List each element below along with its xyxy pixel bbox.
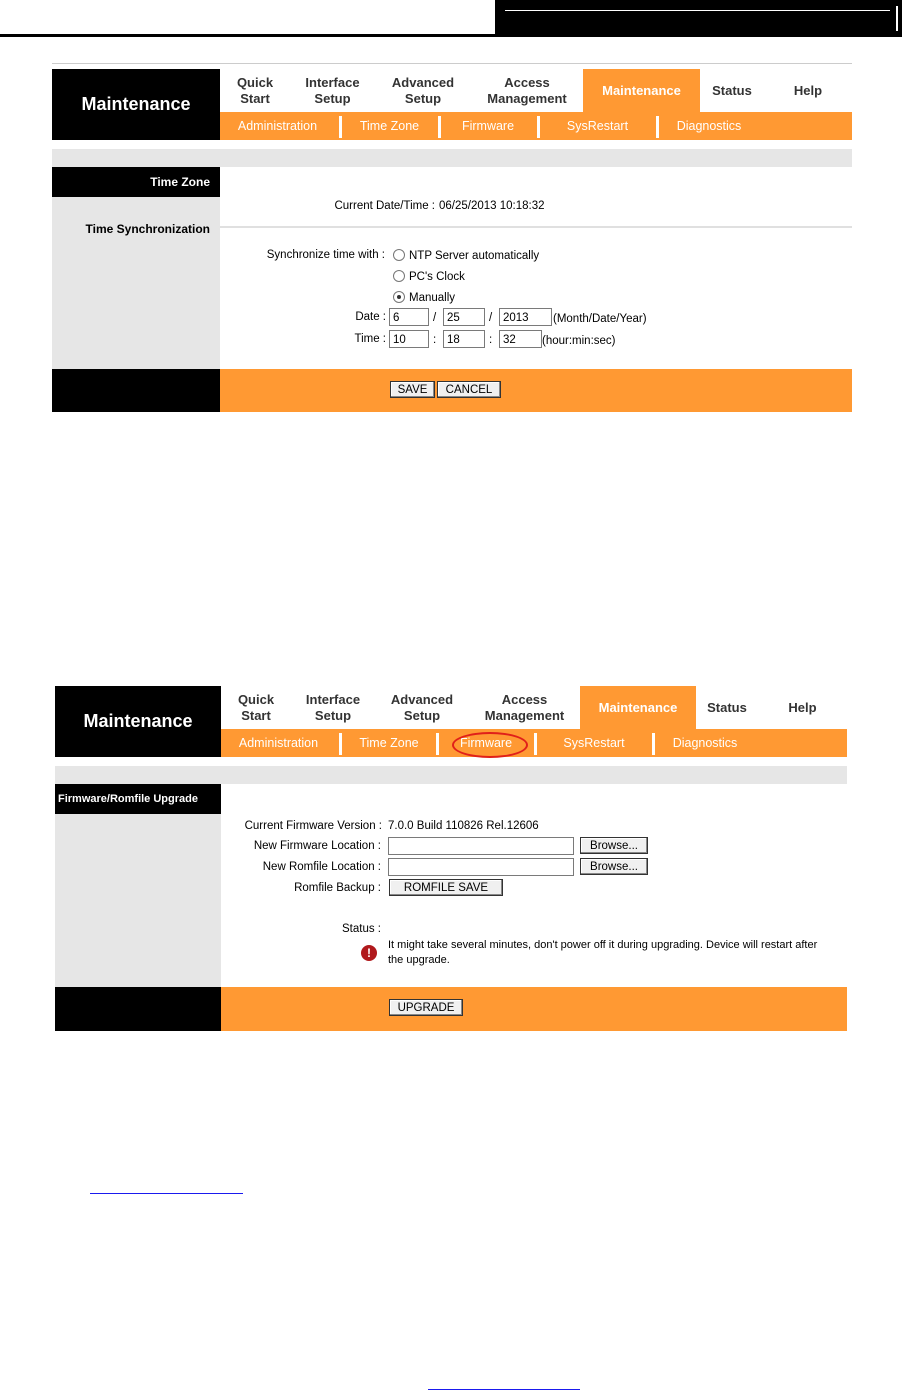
menu-status[interactable]: Status xyxy=(707,699,747,715)
date-year-field[interactable]: 2013 xyxy=(499,308,552,326)
panel-top-rule xyxy=(52,63,852,64)
brand-title: Maintenance xyxy=(52,69,220,140)
sub-menu xyxy=(220,112,852,140)
fw-version-label: Current Firmware Version : xyxy=(244,820,382,832)
time-sync-label: Time Synchronization xyxy=(85,222,210,236)
section-title: Firmware/Romfile Upgrade xyxy=(55,784,221,814)
time-separator: : xyxy=(489,334,493,346)
menu-maintenance[interactable]: Maintenance xyxy=(580,686,696,729)
firmware-highlight-circle xyxy=(452,732,528,758)
tab-firmware[interactable]: Firmware xyxy=(459,736,513,750)
section-spacer xyxy=(52,149,852,167)
menu-quick-start[interactable]: Quick Start xyxy=(237,691,275,723)
browse-fw-button[interactable]: Browse... xyxy=(580,837,648,854)
status-message-line1: It might take several minutes, don't power off it during upgrading. Device will restart after xyxy=(388,939,818,951)
section-spacer xyxy=(55,766,847,784)
section-sidebar xyxy=(52,197,220,369)
backup-label: Romfile Backup : xyxy=(294,882,381,894)
date-month-field[interactable]: 6 xyxy=(389,308,429,326)
menu-quick-start[interactable]: Quick Start xyxy=(236,74,274,106)
warning-icon: ! xyxy=(361,945,377,961)
tab-time-zone[interactable]: Time Zone xyxy=(359,736,419,750)
radio-pc-clock-label: PC's Clock xyxy=(409,271,465,283)
document-link-underline[interactable] xyxy=(90,1193,243,1194)
new-rom-input[interactable] xyxy=(388,858,574,876)
date-label: Date : xyxy=(355,311,386,323)
status-message-line2: the upgrade. xyxy=(388,954,450,966)
radio-ntp[interactable] xyxy=(393,249,405,261)
footer-bar xyxy=(221,987,847,1031)
firmware-panel xyxy=(55,686,847,1031)
menu-advanced-setup[interactable]: Advanced Setup xyxy=(390,691,454,723)
romfile-save-button[interactable]: ROMFILE SAVE xyxy=(389,879,503,896)
separator-line xyxy=(220,226,852,228)
current-datetime-label: Current Date/Time : xyxy=(334,200,435,212)
radio-pc-clock[interactable] xyxy=(393,270,405,282)
time-min-field[interactable]: 18 xyxy=(443,330,485,348)
tab-firmware[interactable]: Firmware xyxy=(461,119,515,133)
time-zone-panel xyxy=(52,63,852,413)
tab-sysrestart[interactable]: SysRestart xyxy=(563,736,625,750)
menu-access-management[interactable]: Access Management xyxy=(484,691,565,723)
current-datetime-value: 06/25/2013 10:18:32 xyxy=(439,200,545,212)
date-format-hint: (Month/Date/Year) xyxy=(553,313,647,325)
footer-left xyxy=(52,369,220,412)
menu-advanced-setup[interactable]: Advanced Setup xyxy=(391,74,455,106)
sub-menu xyxy=(221,729,847,757)
date-day-field[interactable]: 25 xyxy=(443,308,485,326)
new-rom-label: New Romfile Location : xyxy=(262,861,381,873)
time-sec-field[interactable]: 32 xyxy=(499,330,542,348)
radio-ntp-label: NTP Server automatically xyxy=(409,250,540,262)
time-format-hint: (hour:min:sec) xyxy=(542,335,616,347)
radio-manually[interactable] xyxy=(393,291,405,303)
page-header-vbar xyxy=(896,6,898,31)
page-header-rule xyxy=(0,34,495,37)
status-label: Status : xyxy=(342,923,381,935)
new-fw-input[interactable] xyxy=(388,837,574,855)
date-separator: / xyxy=(433,312,437,324)
page-header-inner-line xyxy=(505,10,890,11)
time-separator: : xyxy=(433,334,437,346)
tab-administration[interactable]: Administration xyxy=(238,736,319,750)
main-menu xyxy=(220,69,852,112)
time-hour-field[interactable]: 10 xyxy=(389,330,429,348)
footer-bar xyxy=(220,369,852,412)
menu-maintenance[interactable]: Maintenance xyxy=(583,69,700,112)
tab-administration[interactable]: Administration xyxy=(237,119,318,133)
router-header xyxy=(55,686,847,757)
browse-rom-button[interactable]: Browse... xyxy=(580,858,648,875)
main-menu xyxy=(221,686,847,729)
menu-access-management[interactable]: Access Management xyxy=(487,74,567,106)
router-header xyxy=(52,69,852,140)
time-label: Time : xyxy=(354,333,386,345)
tab-sysrestart[interactable]: SysRestart xyxy=(566,119,629,133)
fw-version-value: 7.0.0 Build 110826 Rel.12606 xyxy=(388,820,539,832)
section-title: Time Zone xyxy=(52,167,220,197)
new-fw-label: New Firmware Location : xyxy=(253,840,381,852)
menu-help[interactable]: Help xyxy=(788,699,817,715)
upgrade-button[interactable]: UPGRADE xyxy=(389,999,463,1016)
tab-diagnostics[interactable]: Diagnostics xyxy=(672,736,738,750)
footer-left xyxy=(55,987,221,1031)
tab-time-zone[interactable]: Time Zone xyxy=(359,119,420,133)
menu-status[interactable]: Status xyxy=(712,82,752,98)
page-header-box xyxy=(495,0,902,37)
menu-interface-setup[interactable]: Interface Setup xyxy=(305,74,360,106)
menu-help[interactable]: Help xyxy=(793,82,823,98)
cancel-button[interactable]: CANCEL xyxy=(437,381,501,398)
save-button[interactable]: SAVE xyxy=(390,381,435,398)
sync-label: Synchronize time with : xyxy=(266,249,385,261)
brand-title: Maintenance xyxy=(55,686,221,757)
date-separator: / xyxy=(489,312,493,324)
document-link-underline[interactable] xyxy=(428,1389,580,1390)
section-sidebar xyxy=(55,814,221,987)
tab-diagnostics[interactable]: Diagnostics xyxy=(676,119,742,133)
radio-manually-label: Manually xyxy=(409,292,456,304)
menu-interface-setup[interactable]: Interface Setup xyxy=(305,691,361,723)
